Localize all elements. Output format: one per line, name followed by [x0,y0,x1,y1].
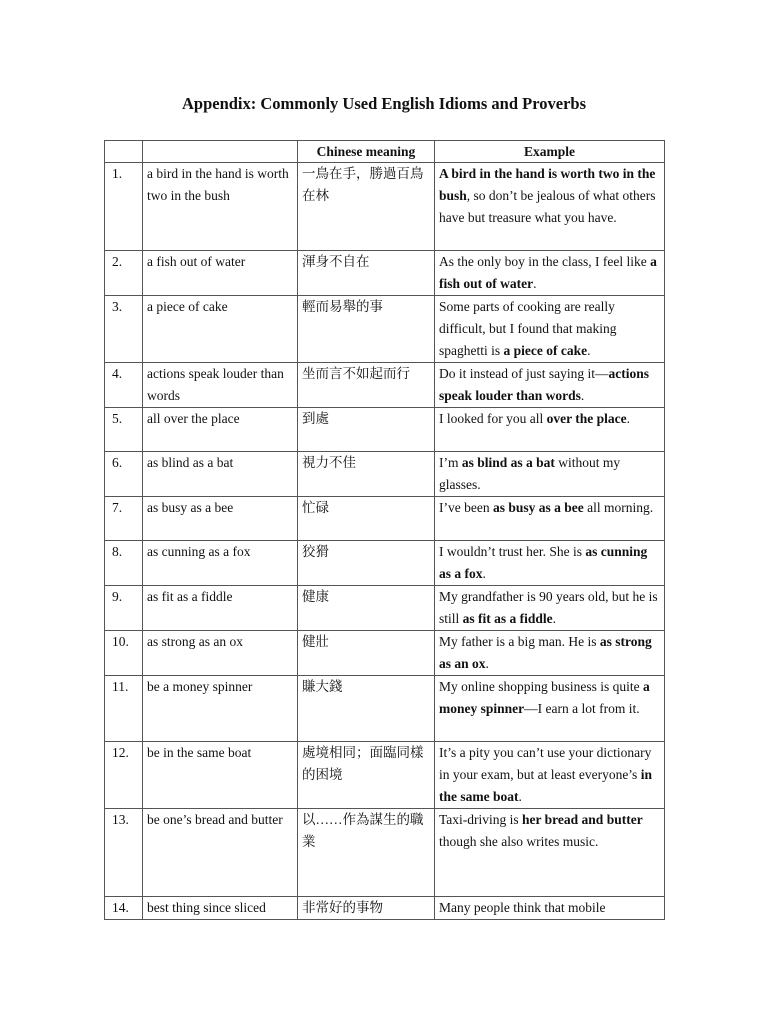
idiom-cell: be a money spinner [143,676,298,742]
example-text: . [485,656,489,671]
example-cell [435,497,665,541]
table-row [105,363,665,408]
header-example: Example [435,141,665,163]
example-cell [435,363,665,408]
idiom-highlight: a piece of cake [503,343,588,358]
example-cell [435,296,665,363]
row-number: 12. [105,742,143,809]
idiom-cell: all over the place [143,408,298,452]
row-number: 2. [105,251,143,296]
row-number: 3. [105,296,143,363]
example-text: I wouldn’t trust her. She is [439,544,586,559]
example-cell [435,408,665,452]
chinese-meaning-cell: 視力不佳 [298,452,435,497]
table-row [105,809,665,897]
example-cell [435,586,665,631]
idiom-highlight: over the place [546,411,627,426]
idiom-cell: actions speak louder than words [143,363,298,408]
chinese-meaning-cell: 一鳥在手，勝過百鳥在林 [298,163,435,251]
example-text: I’ve been [439,500,493,515]
idiom-cell: as strong as an ox [143,631,298,676]
idiom-cell: a piece of cake [143,296,298,363]
idiom-highlight: as fit as a fiddle [462,611,553,626]
table-row [105,586,665,631]
row-number: 9. [105,586,143,631]
chinese-meaning-cell: 健康 [298,586,435,631]
idiom-highlight: as strong as an ox [439,634,652,671]
header-number [105,141,143,163]
table-row [105,497,665,541]
example-cell [435,452,665,497]
example-text: . [518,789,522,804]
row-number: 5. [105,408,143,452]
example-cell [435,163,665,251]
example-text: . [482,566,486,581]
example-cell [435,742,665,809]
example-text: without my glasses. [439,455,621,492]
table-row [105,541,665,586]
example-cell [435,541,665,586]
idiom-highlight: as cunning as a fox [439,544,648,581]
idiom-highlight: in the same boat [439,767,652,804]
example-cell [435,251,665,296]
idiom-highlight: a money spinner [439,679,650,716]
chinese-meaning-cell: 到處 [298,408,435,452]
table-row [105,251,665,296]
idiom-cell: as busy as a bee [143,497,298,541]
example-text: I looked for you all [439,411,547,426]
chinese-meaning-cell: 輕而易舉的事 [298,296,435,363]
example-text: —I earn a lot from it. [524,701,640,716]
chinese-meaning-cell: 健壯 [298,631,435,676]
idioms-table [104,140,665,920]
example-text: . [587,343,591,358]
row-number: 4. [105,363,143,408]
example-text: , so don’t be jealous of what others have but treasure what you have. [439,188,656,225]
row-number: 8. [105,541,143,586]
example-cell [435,676,665,742]
table-row [105,631,665,676]
header-idiom [143,141,298,163]
idiom-cell: a bird in the hand is worth two in the bush [143,163,298,251]
example-cell [435,809,665,897]
example-text: Do it instead of just saying it— [439,366,609,381]
idiom-highlight: a fish out of water [439,254,657,291]
chinese-meaning-cell: 以……作為謀生的職業 [298,809,435,897]
example-cell [435,897,665,920]
row-number: 13. [105,809,143,897]
table-row [105,408,665,452]
table-body [105,163,665,920]
chinese-meaning-cell: 忙碌 [298,497,435,541]
idiom-cell: be in the same boat [143,742,298,809]
table-row [105,742,665,809]
example-text: Taxi-driving is [439,812,523,827]
example-text: My grandfather is 90 years old, but he is still [439,589,658,626]
idiom-cell: as blind as a bat [143,452,298,497]
idiom-highlight: her bread and butter [522,812,643,827]
table-row [105,163,665,251]
chinese-meaning-cell: 賺大錢 [298,676,435,742]
idiom-cell: as fit as a fiddle [143,586,298,631]
row-number: 11. [105,676,143,742]
row-number: 6. [105,452,143,497]
table-row [105,676,665,742]
row-number: 1. [105,163,143,251]
row-number: 14. [105,897,143,920]
example-text: Many people think that mobile [439,900,606,915]
chinese-meaning-cell: 渾身不自在 [298,251,435,296]
table-row [105,897,665,920]
idiom-cell: a fish out of water [143,251,298,296]
chinese-meaning-cell: 處境相同；面臨同樣的困境 [298,742,435,809]
idiom-highlight: as busy as a bee [492,500,584,515]
row-number: 7. [105,497,143,541]
table-row [105,296,665,363]
example-text: though she also writes music. [439,834,599,849]
table-row [105,452,665,497]
example-text: As the only boy in the class, I feel like [439,254,651,269]
example-text: . [552,611,557,626]
chinese-meaning-cell: 非常好的事物 [298,897,435,920]
idiom-highlight: actions speak louder than words [439,366,649,403]
idiom-cell: as cunning as a fox [143,541,298,586]
example-text: Some parts of cooking are really difficult, but I found that making spaghetti is [439,299,617,358]
example-text: My father is a big man. He is [439,634,600,649]
example-text: . [626,411,630,426]
header-chinese-meaning: Chinese meaning [298,141,435,163]
idiom-cell: be one’s bread and butter [143,809,298,897]
chinese-meaning-cell: 坐而言不如起而行 [298,363,435,408]
row-number: 10. [105,631,143,676]
chinese-meaning-cell: 狡猾 [298,541,435,586]
example-text: . [580,388,585,403]
idiom-highlight: A bird in the hand is worth two in the bush [439,166,656,203]
example-text: I’m [439,455,462,470]
example-text: My online shopping business is quite [439,679,644,694]
idiom-highlight: as blind as a bat [461,455,555,470]
table-header-row [105,141,665,163]
example-text: . [533,276,537,291]
page-title: Appendix: Commonly Used English Idioms and Proverbs [181,94,587,113]
example-text: all morning. [583,500,654,515]
example-cell [435,631,665,676]
idiom-cell: best thing since sliced [143,897,298,920]
example-text: It’s a pity you can’t use your dictionary in your exam, but at least everyone’s [439,745,652,782]
